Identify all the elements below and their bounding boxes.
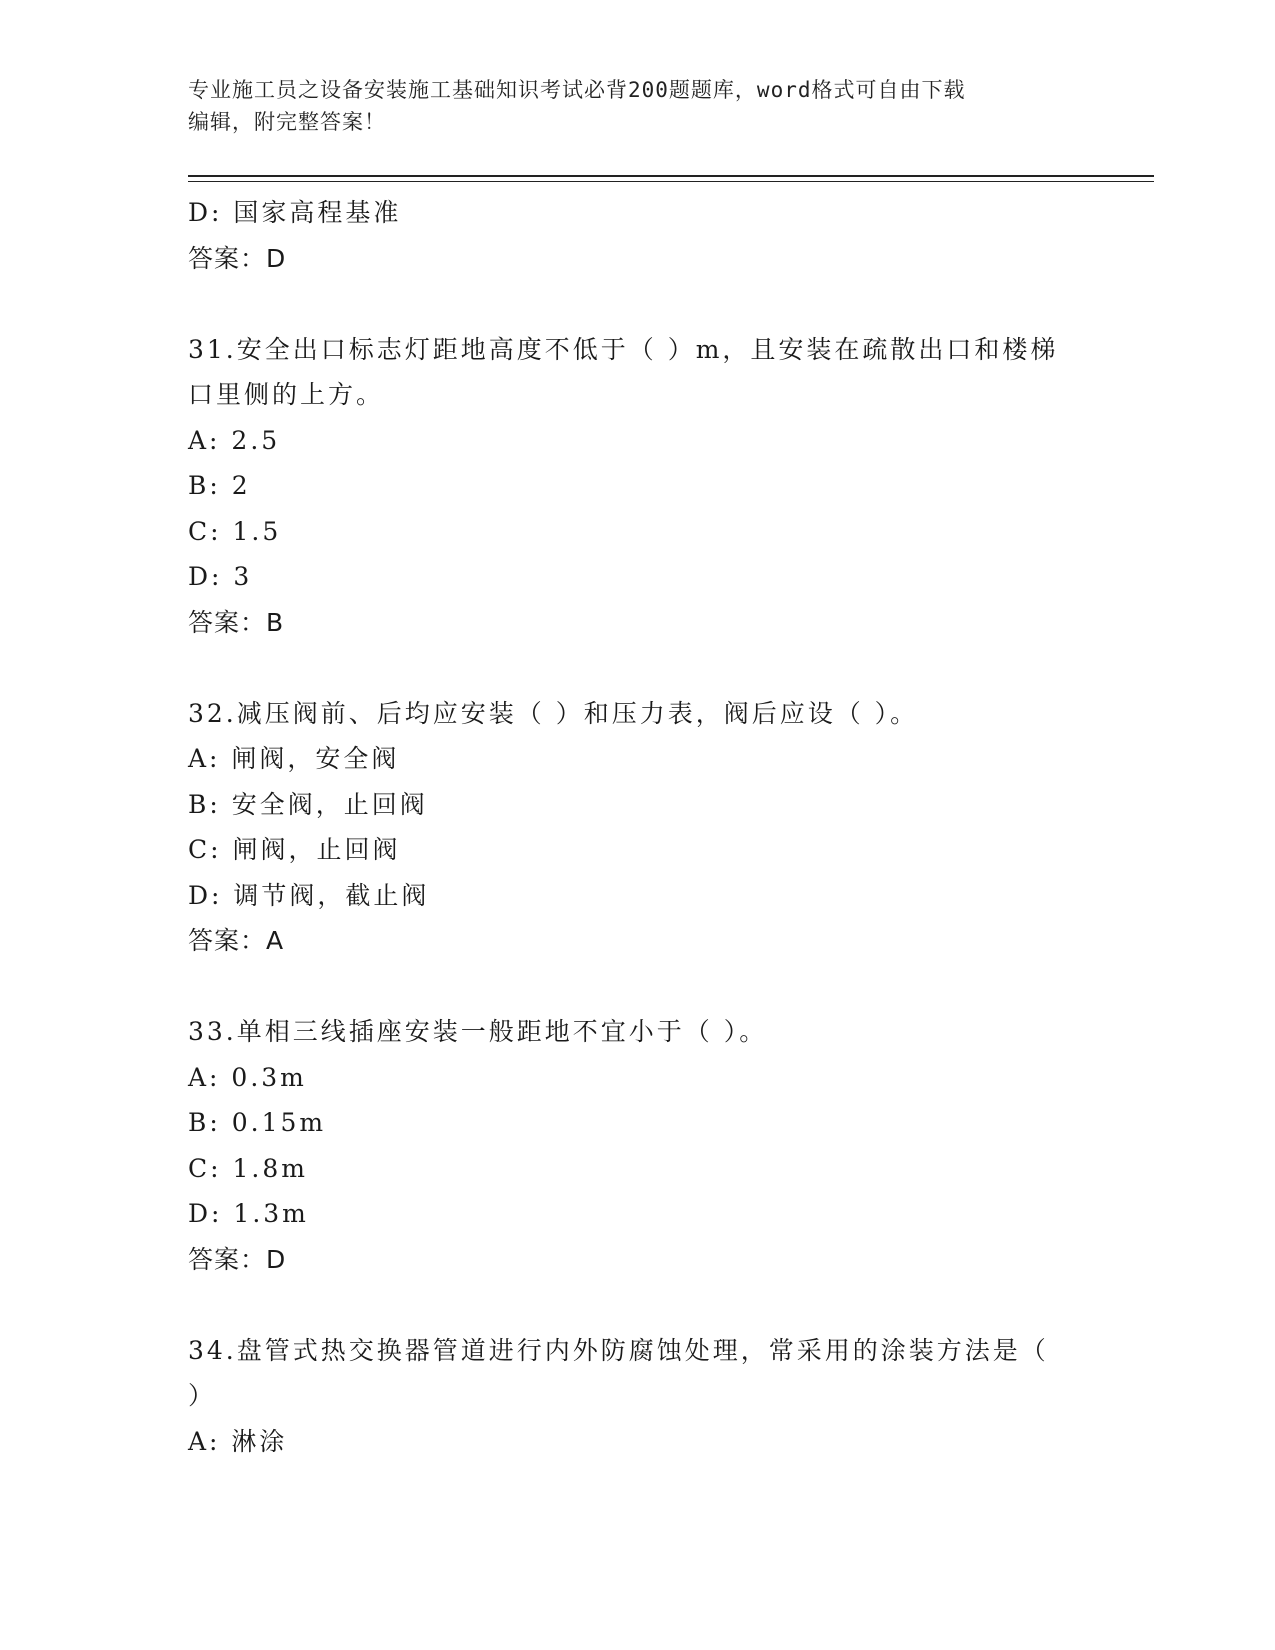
header-divider-thin: [188, 181, 1154, 182]
question-31-answer: 答案：B: [188, 607, 285, 637]
question-31-option-c: C: 1.5: [188, 516, 282, 546]
question-32-option-c: C: 闸阀，止回阀: [188, 835, 401, 864]
question-33-option-a: A: 0.3m: [188, 1062, 307, 1092]
question-32-option-b: B: 安全阀，止回阀: [188, 789, 428, 819]
header-title-line-1: 专业施工员之设备安装施工基础知识考试必背200题题库，word格式可自由下载: [188, 78, 966, 102]
question-33-option-c: C: 1.8m: [188, 1153, 308, 1183]
question-33-stem-line-1: 33.单相三线插座安装一般距地不宜小于（ ）。: [188, 1017, 768, 1046]
question-31-option-b: B: 2: [188, 471, 251, 500]
question-content: [188, 190, 1088, 1464]
question-33-option-d: D: 1.3m: [188, 1199, 309, 1228]
question-33: [188, 1009, 1088, 1282]
question-34-stem-line-2: ）: [188, 1381, 217, 1410]
question-32: [188, 691, 1088, 964]
question-32-option-a: A: 闸阀，安全阀: [188, 744, 400, 773]
prev-option-d: D: 国家高程基准: [188, 198, 402, 227]
question-34: [188, 1328, 1088, 1465]
question-33-option-b: B: 0.15m: [188, 1108, 327, 1137]
question-31-option-d: D: 3: [188, 562, 253, 591]
question-31: [188, 327, 1088, 646]
question-34-stem-line-1: 34.盘管式热交换器管道进行内外防腐蚀处理，常采用的涂装方法是（: [188, 1335, 1049, 1365]
prev-answer: 答案：D: [188, 243, 287, 273]
question-31-stem-line-1: 31.安全出口标志灯距地高度不低于（ ）m，且安装在疏散出口和楼梯: [188, 334, 1059, 364]
question-31-stem-line-2: 口里侧的上方。: [188, 380, 385, 409]
document-header: [188, 74, 1078, 138]
question-34-option-a: A: 淋涂: [188, 1426, 288, 1456]
question-31-option-a: A: 2.5: [188, 425, 281, 455]
spacer: [188, 281, 1088, 327]
question-33-answer: 答案：D: [188, 1244, 287, 1274]
question-32-stem-line-1: 32.减压阀前、后均应安装（ ）和压力表，阀后应设（ ）。: [188, 698, 919, 728]
question-32-answer: 答案：A: [188, 926, 285, 955]
spacer: [188, 1282, 1088, 1328]
spacer: [188, 645, 1088, 691]
spacer: [188, 964, 1088, 1010]
header-title-line-2: 编辑，附完整答案！: [188, 110, 386, 134]
header-divider-thick: [188, 175, 1154, 177]
question-32-option-d: D: 调节阀，截止阀: [188, 880, 430, 910]
